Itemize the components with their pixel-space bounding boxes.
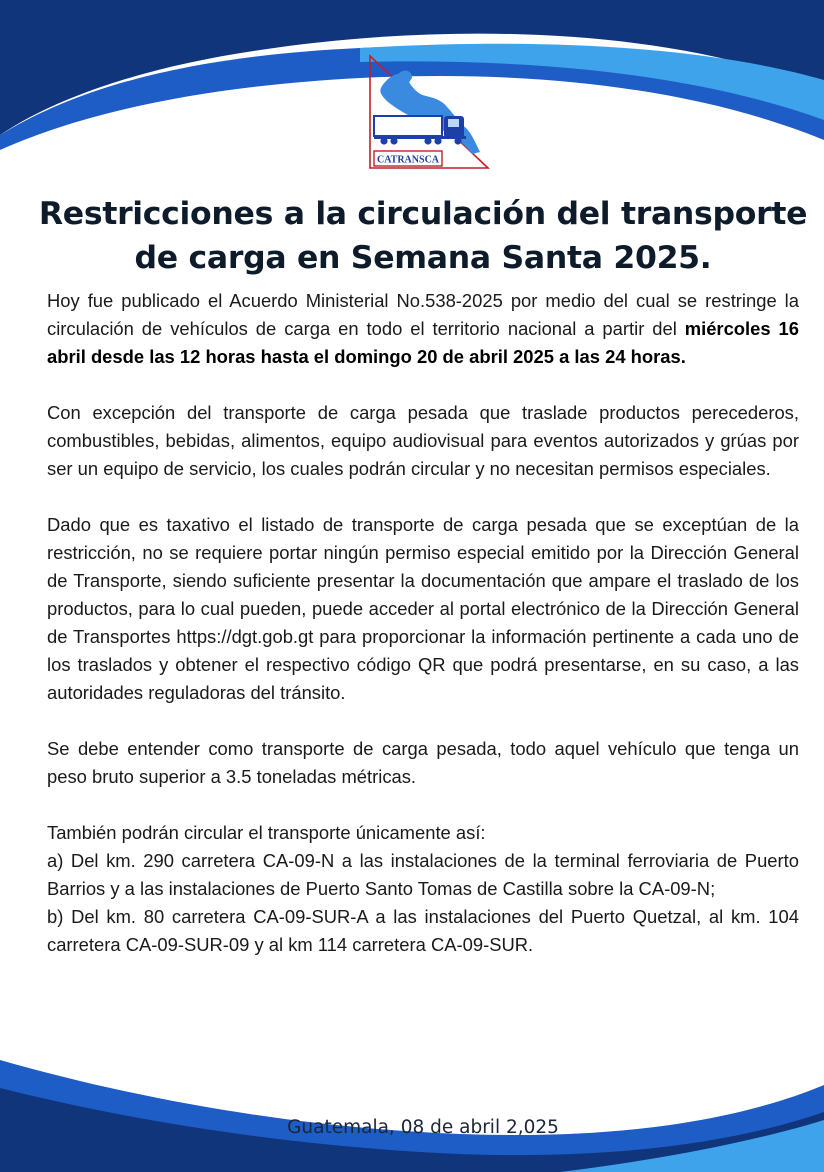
page-title xyxy=(30,192,816,280)
route-item-a: a) Del km. 290 carretera CA-09-N a las instalaciones de la terminal ferroviaria de Puerto Barrios y a las instalaciones de Puerto Santo Tomas de Castilla sobre la CA-09-N; xyxy=(47,850,799,899)
restriction-dates: miércoles 16 abril desde las 12 horas hasta el domingo 20 de abril 2025 a las 24 horas. xyxy=(47,318,799,367)
paragraph-definition: Se debe entender como transporte de carga pesada, todo aquel vehículo que tenga un peso bruto superior a 3.5 toneladas métricas. xyxy=(47,738,799,787)
logo-label: CATRANSCA xyxy=(376,154,440,166)
paragraph-routes-intro: También podrán circular el transporte únicamente así: xyxy=(47,822,486,843)
route-item-b: b) Del km. 80 carretera CA-09-SUR-A a las instalaciones del Puerto Quetzal, al km. 104 carretera CA-09-SUR-09 y al km 114 carretera CA-09-SUR. xyxy=(47,906,799,955)
paragraph-documentation: Dado que es taxativo el listado de transporte de carga pesada que se exceptúan de la restricción, no se requiere portar ningún permiso especial emitido por la Dirección General de Transporte, siendo suficiente presentar la documentación que ampare el traslado de los productos, para lo cual pueden, puede acceder al portal electrónico de la Dirección General de Transportes https://dgt.gob.gt para proporcionar la información pertinente a cada uno de los traslados y obtener el respectivo código QR que podrá presentarse, en su caso, a las autoridades reguladoras del tránsito. xyxy=(47,514,799,703)
title-line-2: de carga en Semana Santa 2025. xyxy=(134,240,712,276)
catransca-logo xyxy=(368,52,490,172)
document-body xyxy=(47,287,799,959)
footer-date: Guatemala, 08 de abril 2,025 xyxy=(287,1117,559,1138)
title-line-1: Restricciones a la circulación del transporte xyxy=(38,196,808,232)
paragraph-exceptions: Con excepción del transporte de carga pesada que traslade productos perecederos, combustibles, bebidas, alimentos, equipo audiovisual para eventos autorizados y grúas por ser un equipo de servicio, los cuales podrán circular y no necesitan permisos especiales. xyxy=(47,402,799,479)
paragraph-restriction: Hoy fue publicado el Acuerdo Ministerial No.538-2025 por medio del cual se restringe la circulación de vehículos de carga en todo el territorio nacional a partir del miércoles 16 abril desde las 12 horas hasta el domingo 20 de abril 2025 a las 24 horas. xyxy=(47,290,799,367)
